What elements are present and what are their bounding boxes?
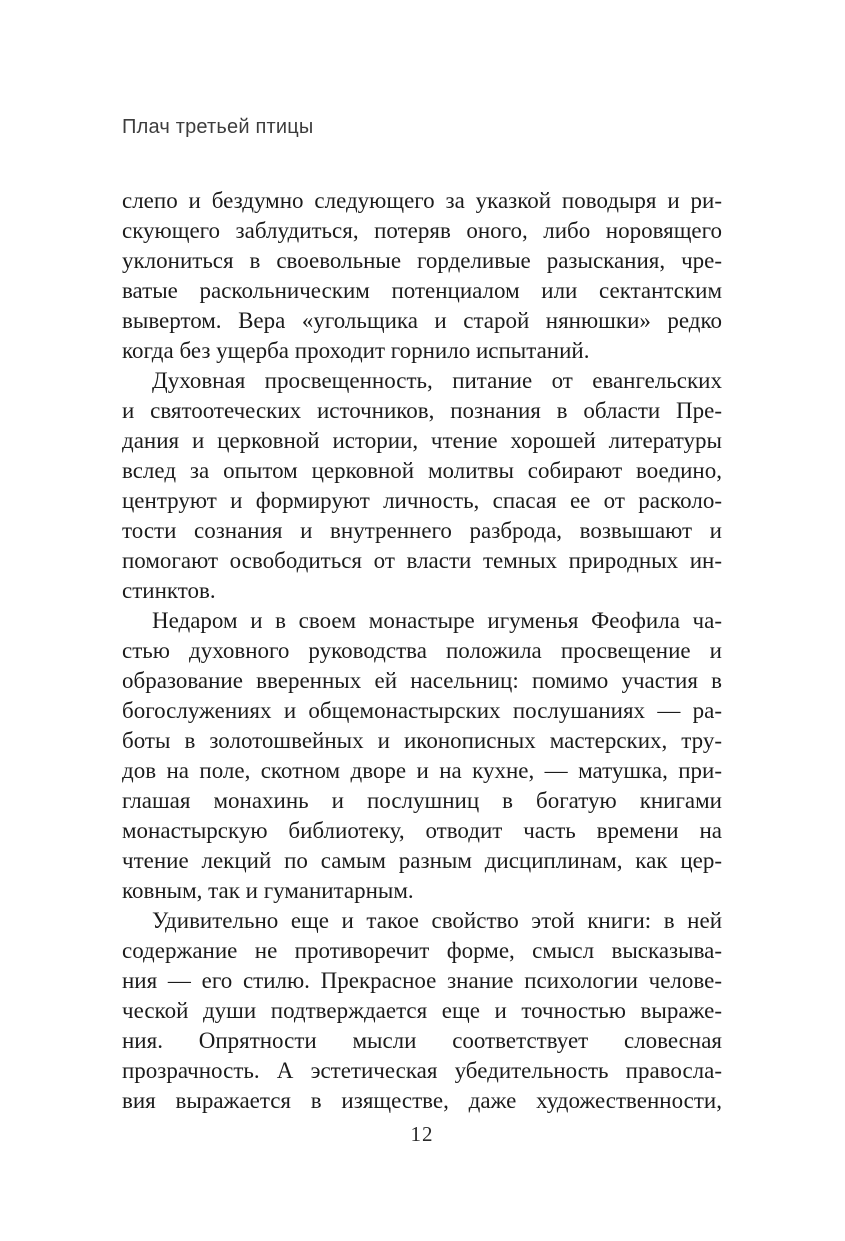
text-block [122, 186, 722, 1116]
text-line: слепо и бездумно следующего за указкой поводыря и ри- [122, 188, 722, 213]
text-line: содержание не противоречит форме, смысл высказыва- [122, 938, 722, 963]
running-head: Плач третьей птицы [122, 116, 314, 138]
text-line: ния. Опрятности мысли соответствует словесная [122, 1028, 722, 1053]
text-line: ватые раскольническим потенциалом или сектантским [122, 278, 722, 303]
text-line: боты в золотошвейных и иконописных мастерских, тру- [122, 728, 722, 753]
text-line: уклониться в своевольные горделивые разыскания, чре- [122, 248, 722, 273]
text-line: ческой души подтверждается еще и точностью выраже- [122, 998, 722, 1023]
text-line: тости сознания и внутреннего разброда, возвышают и [122, 518, 722, 543]
text-line: образование вверенных ей насельниц: помимо участия в [122, 668, 722, 693]
text-line: прозрачность. А эстетическая убедительность правосла- [122, 1058, 722, 1083]
text-line: помогают освободиться от власти темных природных ин- [122, 548, 722, 573]
text-line: вывертом. Вера «угольщика и старой нянюшки» редко [122, 308, 722, 333]
text-line: скующего заблудиться, потеряв оного, либо норовящего [122, 218, 722, 243]
text-line: ковным, так и гуманитарным. [122, 878, 414, 903]
text-line: когда без ущерба проходит горнило испытаний. [122, 338, 590, 363]
text-line: Удивительно еще и такое свойство этой книги: в ней [152, 908, 722, 933]
text-line: чтение лекций по самым разным дисциплинам, как цер- [122, 848, 722, 873]
text-line: монастырскую библиотеку, отводит часть времени на [122, 818, 722, 843]
text-line: дов на поле, скотном дворе и на кухне, — матушка, при- [122, 758, 722, 783]
text-line: и святоотеческих источников, познания в области Пре- [122, 398, 722, 423]
text-line: дания и церковной истории, чтение хорошей литературы [122, 428, 722, 453]
text-line: Недаром и в своем монастыре игуменья Феофила ча- [152, 608, 722, 633]
text-line: ния — его стилю. Прекрасное знание психологии челове- [122, 968, 722, 993]
page-number: 12 [410, 1122, 434, 1146]
text-line: стинктов. [122, 578, 216, 603]
text-line: богослужениях и общемонастырских послушаниях — ра- [122, 698, 722, 723]
text-line: центруют и формируют личность, спасая ее от расколо- [122, 488, 722, 513]
text-line: вслед за опытом церковной молитвы собирают воедино, [122, 458, 722, 483]
text-line: Духовная просвещенность, питание от евангельских [152, 368, 722, 393]
text-line: глашая монахинь и послушниц в богатую книгами [122, 788, 722, 813]
text-line: вия выражается в изяществе, даже художественности, [122, 1088, 722, 1113]
text-line: стью духовного руководства положила просвещение и [122, 638, 722, 663]
